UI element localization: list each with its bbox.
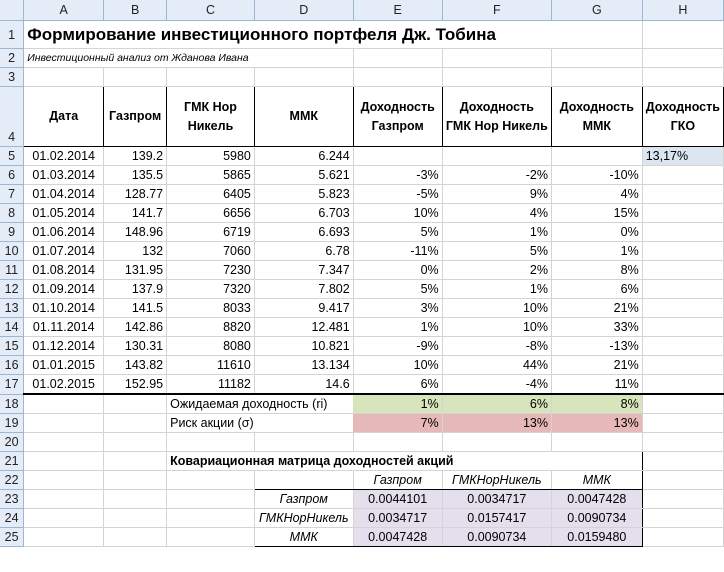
cell[interactable] xyxy=(642,509,723,528)
gazprom-price-cell[interactable]: 152.95 xyxy=(104,375,167,395)
gko-return-cell[interactable]: 13,17% xyxy=(642,147,723,166)
mmk-return-cell[interactable] xyxy=(551,147,642,166)
sheet-row xyxy=(0,21,724,49)
row-header[interactable]: 9 xyxy=(0,223,24,242)
gmk-return-cell[interactable]: 5% xyxy=(442,242,551,261)
cell[interactable] xyxy=(167,490,255,509)
covariance-header-row xyxy=(0,471,724,490)
date-cell[interactable]: 01.06.2014 xyxy=(24,223,104,242)
covariance-column-header[interactable]: Газпром xyxy=(353,471,442,490)
expected-return-mmk[interactable]: 8% xyxy=(551,394,642,414)
covariance-row-label[interactable]: ММК xyxy=(254,528,353,547)
gazprom-price-cell[interactable]: 142.86 xyxy=(104,318,167,337)
table-row xyxy=(0,356,724,375)
table-row xyxy=(0,318,724,337)
gazprom-price-cell[interactable]: 148.96 xyxy=(104,223,167,242)
gmk-price-cell[interactable]: 6656 xyxy=(167,204,255,223)
risk-mmk[interactable]: 13% xyxy=(551,414,642,433)
cell[interactable] xyxy=(353,68,442,87)
cell[interactable] xyxy=(642,49,723,68)
mmk-return-cell[interactable]: -13% xyxy=(551,337,642,356)
covariance-value-cell[interactable]: 0.0044101 xyxy=(353,490,442,509)
expected-return-row xyxy=(0,394,724,414)
row-header[interactable]: 12 xyxy=(0,280,24,299)
date-cell[interactable]: 01.08.2014 xyxy=(24,261,104,280)
row-header[interactable]: 6 xyxy=(0,166,24,185)
row-header[interactable]: 2 xyxy=(0,49,24,68)
cell[interactable] xyxy=(642,433,723,452)
cell[interactable] xyxy=(167,528,255,547)
cell[interactable] xyxy=(551,452,642,471)
header-gazprom[interactable]: Газпром xyxy=(104,87,167,147)
covariance-value-cell[interactable]: 0.0047428 xyxy=(551,490,642,509)
cell[interactable] xyxy=(24,452,104,471)
row-header[interactable]: 11 xyxy=(0,261,24,280)
mmk-price-cell[interactable]: 14.6 xyxy=(254,375,353,395)
column-header-e[interactable]: E xyxy=(353,0,442,21)
covariance-row xyxy=(0,509,724,528)
gazprom-return-cell[interactable]: 1% xyxy=(353,318,442,337)
mmk-price-cell[interactable]: 13.134 xyxy=(254,356,353,375)
covariance-title[interactable]: Ковариационная матрица доходностей акций xyxy=(167,452,552,471)
cell[interactable] xyxy=(642,261,723,280)
header-return-gko[interactable]: Доходность ГКО xyxy=(642,87,723,147)
gazprom-return-cell[interactable]: 6% xyxy=(353,375,442,395)
risk-row xyxy=(0,414,724,433)
mmk-return-cell[interactable]: 21% xyxy=(551,356,642,375)
header-mmk[interactable]: ММК xyxy=(254,87,353,147)
row-header[interactable]: 10 xyxy=(0,242,24,261)
covariance-value-cell[interactable]: 0.0047428 xyxy=(353,528,442,547)
row-header[interactable]: 1 xyxy=(0,21,24,49)
cell[interactable] xyxy=(642,299,723,318)
gazprom-price-cell[interactable]: 128.77 xyxy=(104,185,167,204)
gazprom-return-cell[interactable]: 3% xyxy=(353,299,442,318)
gazprom-price-cell[interactable]: 143.82 xyxy=(104,356,167,375)
row-header[interactable]: 13 xyxy=(0,299,24,318)
date-cell[interactable]: 01.07.2014 xyxy=(24,242,104,261)
cell[interactable] xyxy=(167,68,255,87)
gmk-price-cell[interactable]: 11610 xyxy=(167,356,255,375)
cell[interactable] xyxy=(104,433,167,452)
covariance-value-cell[interactable]: 0.0090734 xyxy=(551,509,642,528)
row-header[interactable]: 14 xyxy=(0,318,24,337)
table-row xyxy=(0,223,724,242)
row-header[interactable]: 15 xyxy=(0,337,24,356)
row-header[interactable]: 19 xyxy=(0,414,24,433)
row-header[interactable]: 22 xyxy=(0,471,24,490)
gmk-price-cell[interactable]: 7320 xyxy=(167,280,255,299)
cell[interactable] xyxy=(167,433,255,452)
cell[interactable] xyxy=(104,490,167,509)
date-cell[interactable]: 01.05.2014 xyxy=(24,204,104,223)
cell[interactable] xyxy=(254,68,353,87)
header-return-gmk[interactable]: Доходность ГМК Нор Никель xyxy=(442,87,551,147)
row-header[interactable]: 7 xyxy=(0,185,24,204)
row-header[interactable]: 18 xyxy=(0,394,24,414)
sheet-row xyxy=(0,68,724,87)
gmk-return-cell[interactable] xyxy=(442,147,551,166)
row-header[interactable]: 25 xyxy=(0,528,24,547)
gazprom-price-cell[interactable]: 137.9 xyxy=(104,280,167,299)
expected-return-gazprom[interactable]: 1% xyxy=(353,394,442,414)
mmk-return-cell[interactable]: 1% xyxy=(551,242,642,261)
covariance-row-label[interactable]: Газпром xyxy=(254,490,353,509)
gmk-price-cell[interactable]: 7230 xyxy=(167,261,255,280)
row-header[interactable]: 5 xyxy=(0,147,24,166)
gazprom-price-cell[interactable]: 131.95 xyxy=(104,261,167,280)
gazprom-return-cell[interactable]: -5% xyxy=(353,185,442,204)
gmk-price-cell[interactable]: 8820 xyxy=(167,318,255,337)
date-cell[interactable]: 01.02.2015 xyxy=(24,375,104,395)
mmk-return-cell[interactable]: 4% xyxy=(551,185,642,204)
covariance-row xyxy=(0,528,724,547)
cell[interactable] xyxy=(642,414,723,433)
cell[interactable] xyxy=(642,471,723,490)
mmk-price-cell[interactable]: 6.693 xyxy=(254,223,353,242)
cell[interactable] xyxy=(104,528,167,547)
mmk-price-cell[interactable]: 5.621 xyxy=(254,166,353,185)
table-row xyxy=(0,261,724,280)
gazprom-price-cell[interactable]: 141.5 xyxy=(104,299,167,318)
cell[interactable] xyxy=(24,68,104,87)
mmk-return-cell[interactable]: 15% xyxy=(551,204,642,223)
covariance-value-cell[interactable]: 0.0157417 xyxy=(442,509,551,528)
cell[interactable] xyxy=(254,433,353,452)
gmk-return-cell[interactable]: 1% xyxy=(442,280,551,299)
mmk-return-cell[interactable]: 6% xyxy=(551,280,642,299)
table-row xyxy=(0,337,724,356)
page-title[interactable]: Формирование инвестиционного портфеля Дж. Тобина xyxy=(24,21,552,49)
expected-return-gmk[interactable]: 6% xyxy=(442,394,551,414)
table-row xyxy=(0,204,724,223)
column-header-g[interactable]: G xyxy=(551,0,642,21)
cell[interactable] xyxy=(353,433,442,452)
date-cell[interactable]: 01.02.2014 xyxy=(24,147,104,166)
cell[interactable] xyxy=(642,356,723,375)
covariance-column-header[interactable]: ГМКНорНикель xyxy=(442,471,551,490)
risk-gmk[interactable]: 13% xyxy=(442,414,551,433)
column-header-f[interactable]: F xyxy=(442,0,551,21)
cell[interactable] xyxy=(353,49,442,68)
covariance-row-label[interactable]: ГМКНорНикель xyxy=(254,509,353,528)
date-cell[interactable]: 01.09.2014 xyxy=(24,280,104,299)
mmk-price-cell[interactable]: 7.347 xyxy=(254,261,353,280)
gazprom-return-cell[interactable]: -3% xyxy=(353,166,442,185)
gazprom-return-cell[interactable]: 5% xyxy=(353,223,442,242)
gmk-return-cell[interactable]: 44% xyxy=(442,356,551,375)
mmk-price-cell[interactable]: 12.481 xyxy=(254,318,353,337)
table-row xyxy=(0,375,724,395)
cell[interactable] xyxy=(642,21,723,49)
row-header[interactable]: 8 xyxy=(0,204,24,223)
gmk-return-cell[interactable]: -4% xyxy=(442,375,551,395)
cell[interactable] xyxy=(104,68,167,87)
cell[interactable] xyxy=(642,452,723,471)
header-return-mmk[interactable]: Доходность ММК xyxy=(551,87,642,147)
gmk-return-cell[interactable]: 9% xyxy=(442,185,551,204)
cell[interactable] xyxy=(104,452,167,471)
cell[interactable] xyxy=(642,280,723,299)
row-header[interactable]: 24 xyxy=(0,509,24,528)
sheet-row xyxy=(0,433,724,452)
cell[interactable] xyxy=(24,394,104,414)
cell[interactable] xyxy=(642,375,723,395)
mmk-price-cell[interactable]: 6.78 xyxy=(254,242,353,261)
covariance-column-header[interactable]: ММК xyxy=(551,471,642,490)
cell[interactable] xyxy=(24,509,104,528)
mmk-return-cell[interactable]: 21% xyxy=(551,299,642,318)
row-header[interactable]: 20 xyxy=(0,433,24,452)
gazprom-return-cell[interactable]: 10% xyxy=(353,356,442,375)
cell[interactable] xyxy=(642,318,723,337)
mmk-return-cell[interactable]: -10% xyxy=(551,166,642,185)
column-header-c[interactable]: C xyxy=(167,0,255,21)
row-header[interactable]: 4 xyxy=(0,87,24,147)
row-header[interactable]: 16 xyxy=(0,356,24,375)
risk-gazprom[interactable]: 7% xyxy=(353,414,442,433)
mmk-return-cell[interactable]: 33% xyxy=(551,318,642,337)
covariance-value-cell[interactable]: 0.0034717 xyxy=(353,509,442,528)
gmk-price-cell[interactable]: 11182 xyxy=(167,375,255,395)
covariance-value-cell[interactable]: 0.0090734 xyxy=(442,528,551,547)
mmk-return-cell[interactable]: 8% xyxy=(551,261,642,280)
gazprom-price-cell[interactable]: 141.7 xyxy=(104,204,167,223)
cell[interactable] xyxy=(104,414,167,433)
gazprom-price-cell[interactable]: 130.31 xyxy=(104,337,167,356)
expected-return-label[interactable]: Ожидаемая доходность (ri) xyxy=(167,394,354,414)
cell[interactable] xyxy=(551,21,642,49)
sheet-row xyxy=(0,452,724,471)
mmk-price-cell[interactable]: 9.417 xyxy=(254,299,353,318)
date-cell[interactable]: 01.01.2015 xyxy=(24,356,104,375)
header-date[interactable]: Дата xyxy=(24,87,104,147)
column-header-b[interactable]: B xyxy=(104,0,167,21)
cell[interactable] xyxy=(642,166,723,185)
gmk-price-cell[interactable]: 8033 xyxy=(167,299,255,318)
table-row xyxy=(0,242,724,261)
gazprom-return-cell[interactable]: -9% xyxy=(353,337,442,356)
gmk-price-cell[interactable]: 6719 xyxy=(167,223,255,242)
gazprom-price-cell[interactable]: 135.5 xyxy=(104,166,167,185)
cell[interactable] xyxy=(551,49,642,68)
table-row xyxy=(0,280,724,299)
cell[interactable] xyxy=(24,490,104,509)
sheet-row xyxy=(0,49,724,68)
cell[interactable] xyxy=(551,433,642,452)
gmk-return-cell[interactable]: -8% xyxy=(442,337,551,356)
cell[interactable] xyxy=(642,242,723,261)
mmk-price-cell[interactable]: 5.823 xyxy=(254,185,353,204)
date-cell[interactable]: 01.04.2014 xyxy=(24,185,104,204)
cell[interactable] xyxy=(642,68,723,87)
cell[interactable] xyxy=(24,528,104,547)
covariance-value-cell[interactable]: 0.0159480 xyxy=(551,528,642,547)
cell[interactable] xyxy=(442,49,551,68)
mmk-price-cell[interactable]: 7.802 xyxy=(254,280,353,299)
date-cell[interactable]: 01.11.2014 xyxy=(24,318,104,337)
cell[interactable] xyxy=(24,471,104,490)
gazprom-return-cell[interactable]: 5% xyxy=(353,280,442,299)
table-row xyxy=(0,185,724,204)
risk-label[interactable]: Риск акции (σ) xyxy=(167,414,354,433)
date-cell[interactable]: 01.12.2014 xyxy=(24,337,104,356)
gmk-return-cell[interactable]: 1% xyxy=(442,223,551,242)
cell[interactable] xyxy=(642,337,723,356)
covariance-row xyxy=(0,490,724,509)
cell[interactable] xyxy=(254,49,353,68)
gmk-return-cell[interactable]: 10% xyxy=(442,318,551,337)
cell[interactable] xyxy=(642,204,723,223)
gazprom-return-cell[interactable]: -11% xyxy=(353,242,442,261)
cell[interactable] xyxy=(642,185,723,204)
row-header[interactable]: 21 xyxy=(0,452,24,471)
gmk-price-cell[interactable]: 5865 xyxy=(167,166,255,185)
column-header-h[interactable]: H xyxy=(642,0,723,21)
gazprom-return-cell[interactable]: 10% xyxy=(353,204,442,223)
cell[interactable] xyxy=(167,471,255,490)
select-all-corner[interactable] xyxy=(0,0,24,21)
header-return-gazprom[interactable]: Доходность Газпром xyxy=(353,87,442,147)
mmk-return-cell[interactable]: 11% xyxy=(551,375,642,395)
cell[interactable] xyxy=(167,509,255,528)
table-row xyxy=(0,299,724,318)
gmk-return-cell[interactable]: 4% xyxy=(442,204,551,223)
header-gmk[interactable]: ГМК Нор Никель xyxy=(167,87,255,147)
gmk-price-cell[interactable]: 6405 xyxy=(167,185,255,204)
gmk-price-cell[interactable]: 8080 xyxy=(167,337,255,356)
mmk-price-cell[interactable]: 6.244 xyxy=(254,147,353,166)
cell[interactable] xyxy=(442,68,551,87)
mmk-price-cell[interactable]: 10.821 xyxy=(254,337,353,356)
gmk-price-cell[interactable]: 5980 xyxy=(167,147,255,166)
column-header-d[interactable]: D xyxy=(254,0,353,21)
gazprom-price-cell[interactable]: 132 xyxy=(104,242,167,261)
cell[interactable] xyxy=(104,509,167,528)
date-cell[interactable]: 01.10.2014 xyxy=(24,299,104,318)
covariance-value-cell[interactable]: 0.0034717 xyxy=(442,490,551,509)
cell[interactable] xyxy=(551,68,642,87)
row-header[interactable]: 3 xyxy=(0,68,24,87)
gmk-return-cell[interactable]: 10% xyxy=(442,299,551,318)
row-header[interactable]: 23 xyxy=(0,490,24,509)
cell[interactable] xyxy=(104,394,167,414)
cell[interactable] xyxy=(642,223,723,242)
page-subtitle[interactable]: Инвестиционный анализ от Жданова Ивана xyxy=(24,49,255,68)
gazprom-return-cell[interactable]: 0% xyxy=(353,261,442,280)
gmk-price-cell[interactable]: 7060 xyxy=(167,242,255,261)
gmk-return-cell[interactable]: 2% xyxy=(442,261,551,280)
cell[interactable] xyxy=(104,471,167,490)
cell[interactable] xyxy=(642,490,723,509)
cell[interactable] xyxy=(642,528,723,547)
gazprom-return-cell[interactable] xyxy=(353,147,442,166)
date-cell[interactable]: 01.03.2014 xyxy=(24,166,104,185)
table-header-row xyxy=(0,87,724,147)
cell[interactable] xyxy=(24,433,104,452)
mmk-return-cell[interactable]: 0% xyxy=(551,223,642,242)
gmk-return-cell[interactable]: -2% xyxy=(442,166,551,185)
cell[interactable] xyxy=(442,433,551,452)
mmk-price-cell[interactable]: 6.703 xyxy=(254,204,353,223)
cell[interactable] xyxy=(642,394,723,414)
cell[interactable] xyxy=(24,414,104,433)
gazprom-price-cell[interactable]: 139.2 xyxy=(104,147,167,166)
column-header-row xyxy=(0,0,724,21)
row-header[interactable]: 17 xyxy=(0,375,24,395)
column-header-a[interactable]: A xyxy=(24,0,104,21)
cell[interactable] xyxy=(254,471,353,490)
table-row xyxy=(0,166,724,185)
table-row xyxy=(0,147,724,166)
